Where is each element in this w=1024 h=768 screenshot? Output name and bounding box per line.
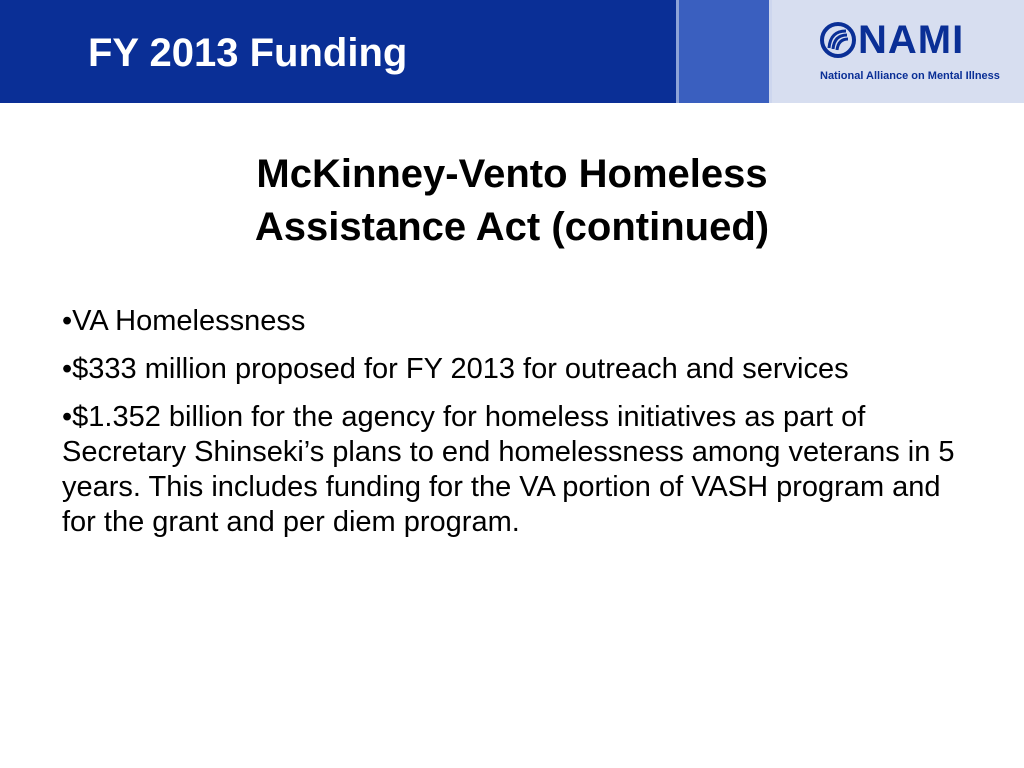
bullet-item: •VA Homelessness [62,305,306,337]
bullet-list [62,304,982,553]
bullet-item: •$1.352 billion for the agency for homeless initiatives as part of Secretary Shinseki’s plans to end homelessness among veterans in 5 years. This includes funding for the VA portion of VASH program and for the grant and per diem program. [62,401,955,538]
nami-logo [820,18,1000,84]
subtitle-line: McKinney-Vento Homeless [256,152,768,196]
slide-subtitle [150,148,874,254]
header-band [0,0,1024,103]
logo-wordmark: NAMI [858,18,965,62]
logo-tagline: National Alliance on Mental Illness [820,70,1000,82]
subtitle-line: Assistance Act (continued) [254,205,770,249]
logo-panel [772,0,1024,103]
bullet-item: •$333 million proposed for FY 2013 for outreach and services [62,353,849,385]
slide-title: FY 2013 Funding [88,31,408,75]
nami-logo-icon [820,22,856,58]
header-stripe [679,0,769,103]
